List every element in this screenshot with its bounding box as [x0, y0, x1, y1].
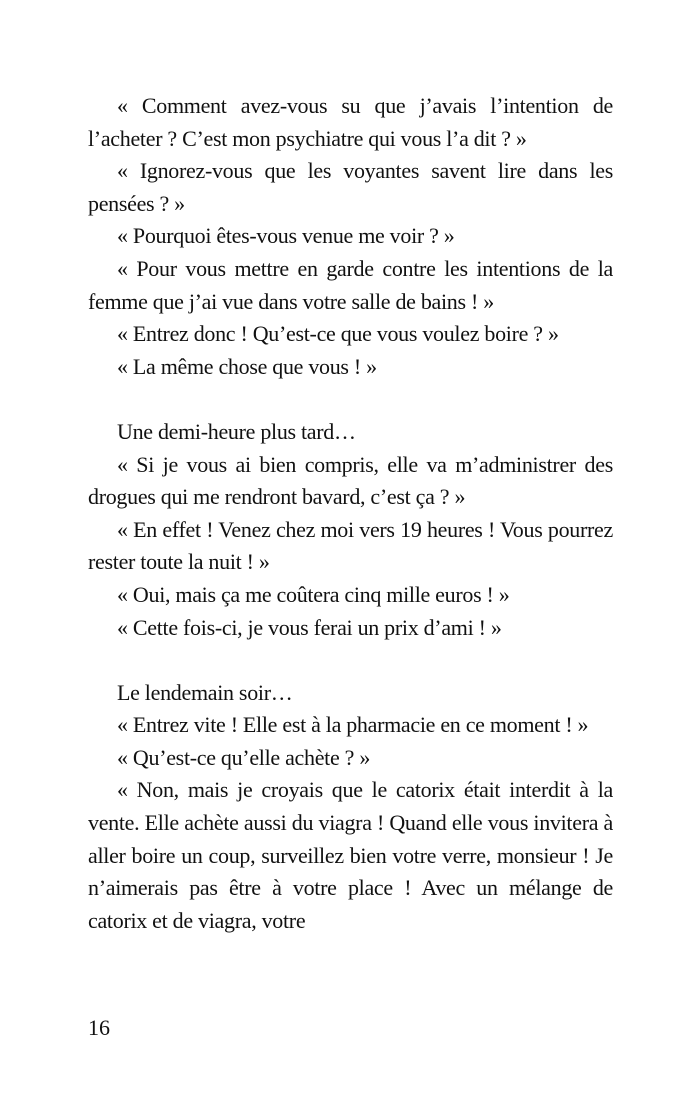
paragraph: « La même chose que vous ! » — [117, 353, 377, 379]
section-break — [88, 644, 613, 677]
paragraph: « Ignorez-vous que les voyantes savent lire dans les pensées ? » — [88, 158, 613, 216]
paragraph: « Qu’est-ce qu’elle achète ? » — [117, 744, 371, 770]
paragraph: « Non, mais je croyais que le catorix était interdit à la vente. Elle achète aussi du viagra ! Quand elle vous invitera à aller boire un coup, surveillez bien votre verre, monsieur ! Je n’aimerais pas être à votre place ! Avec un mélange de catorix et de viagra, votre — [88, 777, 613, 933]
paragraph: « Comment avez-vous su que j’avais l’intention de l’acheter ? C’est mon psychiatre qui vous l’a dit ? » — [88, 93, 613, 151]
paragraph: Le lendemain soir… — [117, 679, 293, 705]
paragraph: « Cette fois-ci, je vous ferai un prix d’ami ! » — [117, 614, 502, 640]
paragraph: « Pourquoi êtes-vous venue me voir ? » — [117, 223, 455, 249]
paragraph: « Si je vous ai bien compris, elle va m’administrer des drogues qui me rendront bavard, c’est ça ? » — [88, 451, 613, 510]
paragraph: « Oui, mais ça me coûtera cinq mille euros ! » — [117, 581, 510, 607]
section-break — [88, 383, 613, 416]
paragraph: « Entrez vite ! Elle est à la pharmacie en ce moment ! » — [117, 712, 589, 738]
page-number: 16 — [88, 1015, 110, 1040]
body-text — [88, 90, 613, 937]
paragraph: « Entrez donc ! Qu’est-ce que vous voulez boire ? » — [117, 321, 559, 347]
paragraph: « En effet ! Venez chez moi vers 19 heures ! Vous pourrez rester toute la nuit ! » — [88, 516, 613, 575]
paragraph: « Pour vous mettre en garde contre les intentions de la femme que j’ai vue dans votre salle de bains ! » — [88, 255, 613, 314]
paragraph: Une demi-heure plus tard… — [117, 418, 356, 444]
